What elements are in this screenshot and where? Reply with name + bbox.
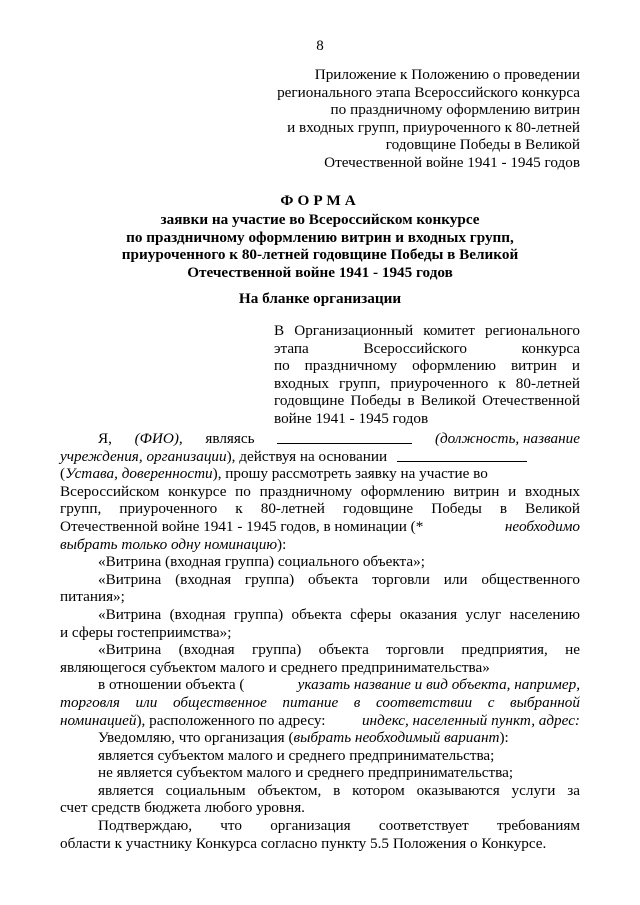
title-line: приуроченного к 80-летней годовщине Победы в Великой xyxy=(121,246,519,264)
confirmation-line: Подтверждаю, что организация соответствует требованиям xyxy=(98,817,580,835)
body-line: (Устава, доверенности), прошу рассмотреть заявку на участие во xyxy=(60,465,488,483)
body-line: учреждения, организации), действуя на основании xyxy=(60,448,580,466)
title-line: Отечественной войне 1941 - 1945 годов xyxy=(187,264,453,282)
form-title xyxy=(60,192,580,282)
form-heading: ФОРМА xyxy=(280,192,360,209)
annex-line: по праздничному оформлению витрин xyxy=(330,101,580,119)
basis-input-line[interactable] xyxy=(397,448,527,462)
addressee-block xyxy=(274,322,580,428)
body-line: в отношении объекта ( указать название и вид объекта, например, xyxy=(98,676,580,694)
addressee-line: входных групп, приуроченного к 80-летней xyxy=(274,374,580,392)
page-number: 8 xyxy=(316,38,324,54)
nomination-services-cont: и сферы гостеприимства»; xyxy=(60,623,232,641)
nomination-services[interactable]: «Витрина (входная группа) объекта сферы оказания услуг населению xyxy=(98,605,580,623)
annex-line: регионального этапа Всероссийского конкурса xyxy=(277,83,580,101)
annex-note xyxy=(250,66,580,172)
confirmation-line: области к участнику Конкурса согласно пункту 5.5 Положения о Конкурсе. xyxy=(60,834,547,852)
title-line: заявки на участие во Всероссийском конкурсе xyxy=(160,210,480,228)
nomination-trade-cont: питания»; xyxy=(60,588,125,606)
option-social[interactable]: является социальным объектом, в котором оказываются услуги за xyxy=(98,781,580,799)
option-social-cont: счет средств бюджета любого уровня. xyxy=(60,799,305,817)
option-sme[interactable]: является субъектом малого и среднего предпринимательства; xyxy=(98,746,495,764)
annex-line: Отечественной войне 1941 - 1945 годов xyxy=(324,153,580,171)
addressee-line: этапа Всероссийского конкурса xyxy=(274,339,580,357)
nomination-trade[interactable]: «Витрина (входная группа) объекта торговли или общественного xyxy=(98,570,580,588)
body-line: Всероссийском конкурсе по праздничному оформлению витрин и входных xyxy=(60,482,580,500)
letterhead-note: На бланке организации xyxy=(238,290,402,307)
addressee-line: В Организационный комитет регионального xyxy=(274,322,580,339)
nomination-enterprise-cont: являющегося субъектом малого и среднего предпринимательства» xyxy=(60,658,490,676)
body-line: Уведомляю, что организация (выбрать необходимый вариант): xyxy=(98,729,509,747)
option-not-sme[interactable]: не является субъектом малого и среднего предпринимательства; xyxy=(98,764,514,782)
title-line: по праздничному оформлению витрин и входных групп, xyxy=(126,228,514,246)
addressee-line: годовщине Победы в Великой Отечественной xyxy=(274,392,580,410)
body-line: Я, (ФИО), являясь (должность, название xyxy=(98,430,580,447)
nomination-enterprise[interactable]: «Витрина (входная группа) объекта торговли предприятия, не xyxy=(98,641,580,659)
body-line: выбрать только одну номинацию): xyxy=(60,535,287,553)
annex-line: годовщине Победы в Великой xyxy=(385,136,580,154)
body-line: торговля или общественное питание в соответствии с выбранной xyxy=(60,693,580,711)
body-line: Отечественной войне 1941 - 1945 годов, в номинации (* необходимо xyxy=(60,517,580,535)
annex-line: Приложение к Положению о проведении xyxy=(314,66,580,83)
addressee-line: войне 1941 - 1945 годов xyxy=(274,409,429,427)
nomination-social[interactable]: «Витрина (входная группа) социального объекта»; xyxy=(98,553,425,571)
application-body xyxy=(60,430,580,852)
body-line: групп, приуроченного к 80-летней годовщине Победы в Великой xyxy=(60,500,580,518)
annex-line: и входных групп, приуроченного к 80-летней xyxy=(287,118,580,136)
addressee-line: по праздничному оформлению витрин и xyxy=(274,357,580,375)
body-line: номинацией), расположенного по адресу: индекс, населенный пункт, адрес: xyxy=(60,711,580,729)
position-input-line[interactable] xyxy=(277,430,412,444)
